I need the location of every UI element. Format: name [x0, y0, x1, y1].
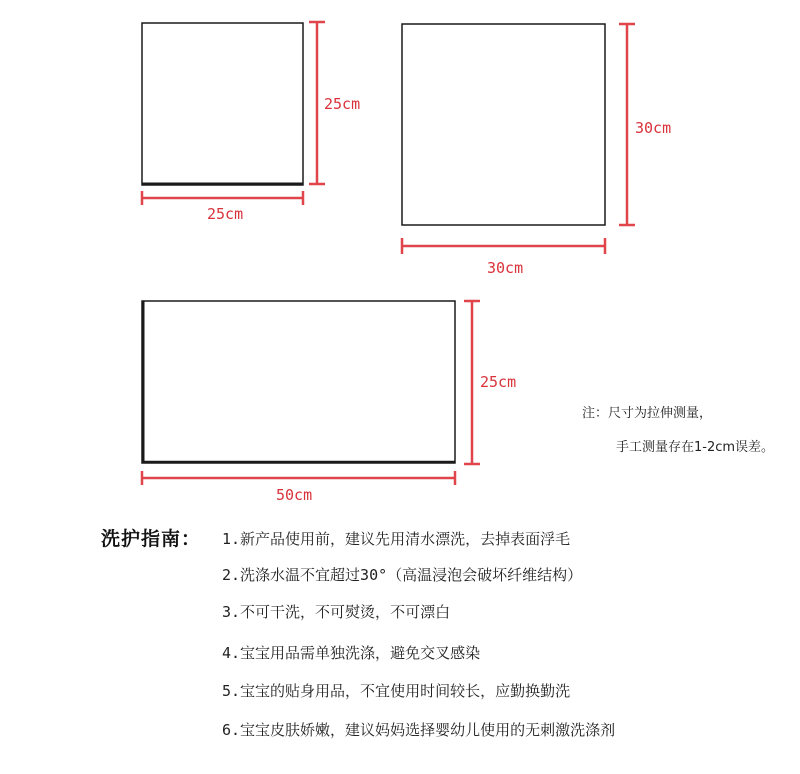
- care-item-2: 2.洗涤水温不宜超过30°（高温浸泡会破坏纤维结构）: [222, 566, 583, 584]
- width-dimension-line: [402, 238, 605, 254]
- measurement-note-line2: 手工测量存在1-2cm误差。: [616, 440, 775, 455]
- care-item-4: 4.宝宝用品需单独洗涤，避免交叉感染: [222, 644, 481, 662]
- care-item-6: 6.宝宝皮肤娇嫩，建议妈妈选择婴幼儿使用的无刺激洗涤剂: [222, 721, 616, 739]
- towel-outline-50x25: [142, 301, 455, 463]
- care-item-5: 5.宝宝的贴身用品，不宜使用时间较长，应勤换勤洗: [222, 682, 571, 700]
- width-dimension-line: [142, 471, 455, 485]
- measurement-note-line1: 注：尺寸为拉伸测量，: [582, 406, 713, 421]
- care-item-1: 1.新产品使用前，建议先用清水漂洗，去掉表面浮毛: [222, 530, 571, 548]
- height-dimension-line: [619, 24, 635, 225]
- size-item-30x30: [402, 24, 671, 277]
- height-label: 25cm: [324, 95, 361, 113]
- height-dimension-line: [309, 22, 325, 184]
- care-guide-title: 洗护指南：: [101, 528, 202, 550]
- width-label: 25cm: [207, 205, 244, 223]
- towel-outline-30x30: [402, 24, 605, 225]
- width-label: 50cm: [276, 486, 313, 504]
- width-dimension-line: [142, 191, 303, 205]
- height-label: 30cm: [635, 119, 672, 137]
- width-label: 30cm: [487, 259, 524, 277]
- height-dimension-line: [464, 301, 480, 464]
- towel-outline-25x25: [142, 23, 303, 185]
- size-item-50x25: [142, 301, 516, 504]
- height-label: 25cm: [480, 373, 517, 391]
- size-item-25x25: [142, 22, 360, 223]
- care-item-3: 3.不可干洗，不可熨烫，不可漂白: [222, 603, 451, 621]
